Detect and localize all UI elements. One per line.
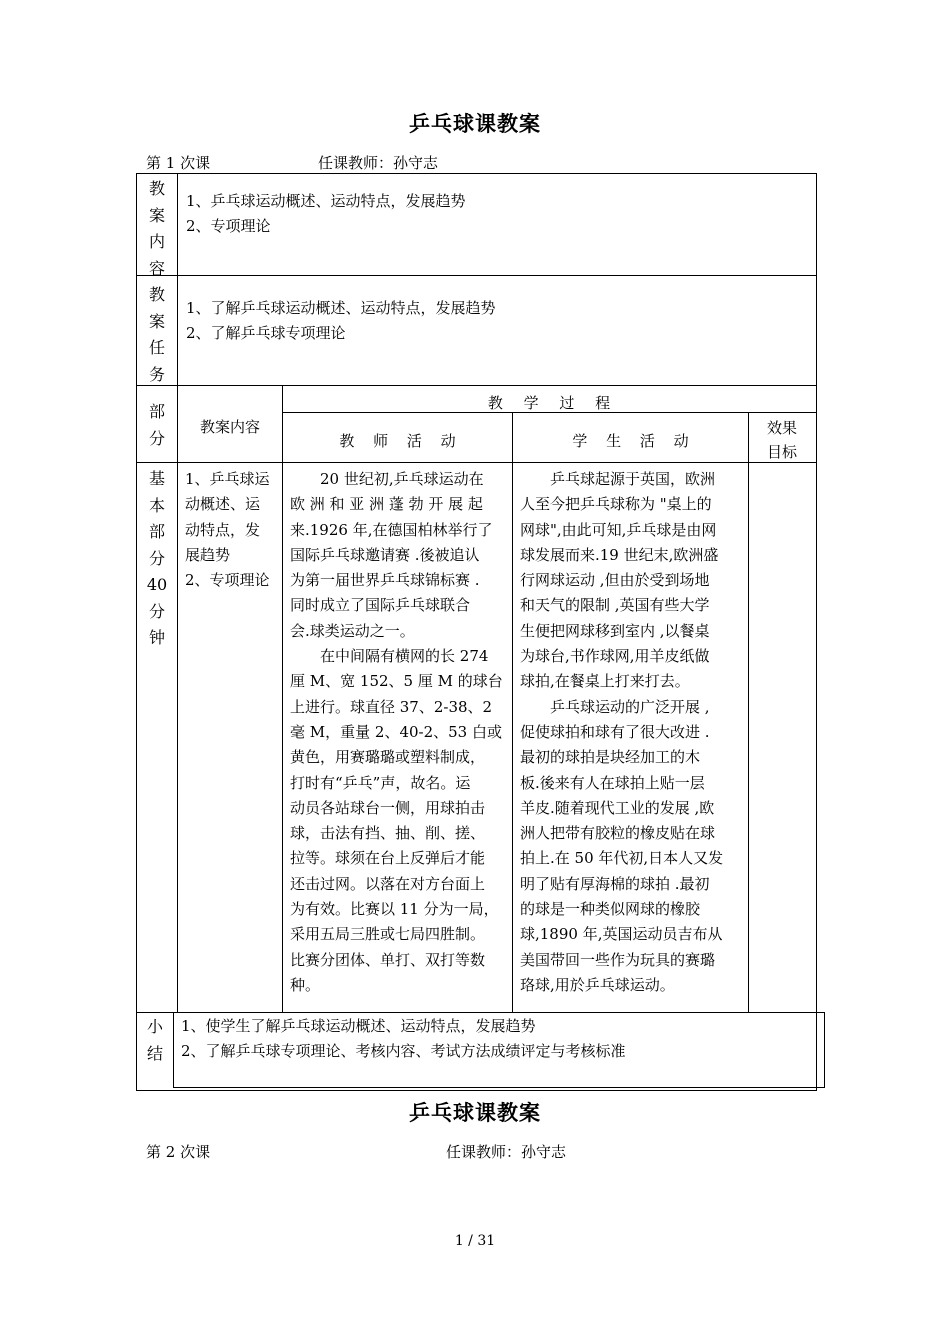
student-line: 人至今把乒乓球称为 "桌上的 xyxy=(520,495,712,514)
summary-item: 2、了解乒乓球专项理论、考核内容、考试方法成绩评定与考核标准 xyxy=(181,1041,626,1060)
content-item: 1、乒乓球运动概述、运动特点，发展趋势 xyxy=(186,192,466,210)
content-row-items xyxy=(186,189,466,238)
teacher-line: 为有效。比赛以 11 分为一局， xyxy=(290,900,499,919)
content-line: 1、乒乓球运 xyxy=(185,470,270,488)
label-line: 效果 xyxy=(766,419,797,437)
task-item: 1、了解乒乓球运动概述、运动特点，发展趋势 xyxy=(186,299,496,317)
lesson2-title: 乒乓球课教案 xyxy=(409,1100,541,1125)
label-char: 案 xyxy=(148,311,165,331)
summary-item: 1、使学生了解乒乓球运动概述、运动特点，发展趋势 xyxy=(181,1017,536,1035)
student-line: 乒乓球起源于英国，欧洲 xyxy=(520,470,716,488)
lesson1-number: 第 1 次课 xyxy=(146,154,211,172)
teacher-line: 厘 M、宽 152、5 厘 M 的球台 xyxy=(290,672,503,691)
label-char: 任 xyxy=(148,338,165,357)
student-line: 和天气的限制 ,英国有些大学 xyxy=(520,596,710,615)
student-line: 网球",由此可知,乒乓球是由网 xyxy=(520,520,717,539)
summary-label xyxy=(137,1014,173,1067)
col-divider xyxy=(512,412,513,1012)
content-line: 2、专项理论 xyxy=(185,571,270,590)
teacher-line: 采用五局三胜或七局四胜制。 xyxy=(290,925,486,944)
row-divider xyxy=(136,1012,825,1013)
teacher-line: 动员各站球台一侧，用球拍击 xyxy=(290,798,486,817)
teacher-line: 黄色，用赛璐璐或塑料制成， xyxy=(290,748,486,767)
row-divider xyxy=(136,462,816,463)
task-item: 2、了解乒乓球专项理论 xyxy=(186,323,346,342)
teacher-line: 比赛分团体、单打、双打等数 xyxy=(290,950,486,969)
teacher-line: 20 世纪初,乒乓球运动在 xyxy=(290,470,484,488)
label-char: 结 xyxy=(146,1043,163,1063)
lesson2-teacher: 任课教师：孙守志 xyxy=(446,1143,567,1161)
summary-items xyxy=(181,1014,626,1063)
label-char: 教 xyxy=(148,285,165,304)
student-line: 珞球,用於乒乓球运动。 xyxy=(520,975,675,994)
effect-header-label xyxy=(749,416,815,464)
student-line: 美国带回一些作为玩具的赛璐 xyxy=(520,950,716,969)
label-char: 部 xyxy=(148,522,165,541)
teacher-line: 上进行。球直径 37、2-38、2 xyxy=(290,697,493,716)
row-divider xyxy=(136,385,816,386)
label-char: 分 xyxy=(148,428,165,448)
student-line: 明了贴有厚海棉的球拍 .最初 xyxy=(520,874,710,893)
teacher-line: 同时成立了国际乒乓球联合 xyxy=(290,596,471,615)
teacher-activity-cell xyxy=(290,467,510,998)
lesson1-teacher: 任课教师：孙守志 xyxy=(318,154,439,172)
label-char: 部 xyxy=(148,402,165,421)
task-row-label xyxy=(137,282,177,388)
student-line: 洲人把带有胶粒的橡皮贴在球 xyxy=(520,824,716,843)
student-line: 生便把网球移到室内 ,以餐桌 xyxy=(520,621,710,640)
row-divider xyxy=(173,1087,825,1088)
label-char: 基 xyxy=(148,469,165,488)
student-line: 为球台,书作球网,用羊皮纸做 xyxy=(520,647,710,666)
teacher-line: 拉等。球须在台上反弹后才能 xyxy=(290,849,486,868)
student-line: 的球是一种类似网球的橡胶 xyxy=(520,900,701,919)
teacher-line: 打时有“乒乓”声，故名。运 xyxy=(290,773,471,792)
col-divider xyxy=(824,1012,825,1088)
student-line: 乒乓球运动的广泛开展 , xyxy=(520,697,710,716)
task-row-items xyxy=(186,296,496,345)
content-row-label xyxy=(137,176,177,282)
teacher-line: 还击过网。以落在对方台面上 xyxy=(290,874,486,893)
label-char: 教 xyxy=(148,179,165,198)
teacher-line: 来.1926 年,在德国柏林举行了 xyxy=(290,520,493,539)
student-line: 促使球拍和球有了很大改进 . xyxy=(520,722,710,741)
label-char: 案 xyxy=(148,205,165,225)
student-line: 球拍,在餐桌上打来打去。 xyxy=(520,672,690,691)
student-line: 球发展而来.19 世纪末,欧洲盛 xyxy=(520,545,719,564)
teacher-line: 欧 洲 和 亚 洲 蓬 勃 开 展 起 xyxy=(290,495,483,514)
label-char: 分 xyxy=(148,601,165,621)
label-char: 容 xyxy=(148,258,165,278)
content-line: 展趋势 xyxy=(185,545,231,564)
student-line: 拍上.在 50 年代初,日本人又发 xyxy=(520,849,724,868)
student-line: 羊皮.随着现代工业的发展 ,欧 xyxy=(520,798,715,817)
content-item: 2、专项理论 xyxy=(186,216,271,235)
label-line: 目标 xyxy=(766,443,797,461)
row-divider xyxy=(136,275,816,276)
label-char: 分 xyxy=(148,548,165,568)
col-divider xyxy=(173,1012,174,1088)
student-line: 球,1890 年,英国运动员吉布从 xyxy=(520,925,723,944)
label-char: 内 xyxy=(148,232,165,251)
label-char: 40 xyxy=(146,575,168,594)
teacher-line: 为第一届世界乒乓球锦标赛 . xyxy=(290,571,480,590)
lesson2-number: 第 2 次课 xyxy=(146,1143,211,1161)
teacher-line: 会.球类运动之一。 xyxy=(290,621,415,640)
teacher-line: 国际乒乓球邀请赛 .後被追认 xyxy=(290,545,480,564)
part-header-label xyxy=(137,399,177,452)
page-number: 1 / 31 xyxy=(454,1233,496,1249)
student-line: 板.後来有人在球拍上贴一层 xyxy=(520,773,705,792)
student-activity-header: 学 生 活 动 xyxy=(572,432,689,450)
student-activity-cell xyxy=(520,467,746,998)
col-divider xyxy=(282,385,283,1012)
teacher-line: 毫 M，重量 2、40-2、53 白或 xyxy=(290,722,502,741)
label-char: 本 xyxy=(148,495,165,515)
content-line: 动特点，发 xyxy=(185,520,261,539)
teacher-line: 在中间隔有横网的长 274 xyxy=(290,647,489,666)
col-divider xyxy=(177,173,178,1012)
student-line: 行网球运动 ,但由於受到场地 xyxy=(520,571,710,590)
teacher-activity-header: 教 师 活 动 xyxy=(339,432,456,450)
label-char: 钟 xyxy=(148,628,165,647)
lesson1-title: 乒乓球课教案 xyxy=(409,111,541,136)
content-line: 动概述、运 xyxy=(185,495,261,514)
teacher-line: 种。 xyxy=(290,975,321,994)
basic-content-cell xyxy=(185,467,281,593)
basic-part-label xyxy=(137,466,177,652)
content-header-label: 教案内容 xyxy=(199,418,260,436)
teacher-line: 球，击法有挡、抽、削、搓、 xyxy=(290,824,486,843)
col-divider xyxy=(748,412,749,1012)
label-char: 小 xyxy=(146,1017,163,1036)
label-char: 务 xyxy=(148,364,165,384)
student-line: 最初的球拍是块经加工的木 xyxy=(520,748,701,767)
process-header-label: 教 学 过 程 xyxy=(487,394,611,412)
